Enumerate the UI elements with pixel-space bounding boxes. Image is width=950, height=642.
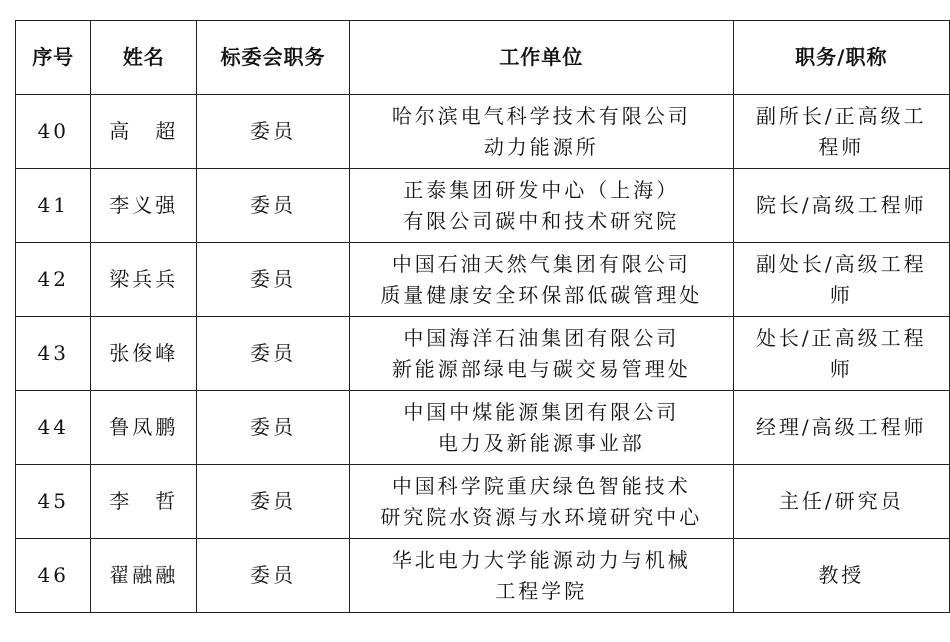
number-cell: 41 [16, 169, 91, 243]
number-cell: 45 [16, 465, 91, 539]
committee-role-cell: 委员 [197, 465, 350, 539]
workplace-cell-line: 哈尔滨电气科学技术有限公司 [391, 103, 691, 128]
title-cell [733, 169, 949, 243]
title-cell [733, 317, 949, 391]
workplace-cell [349, 317, 733, 391]
workplace-cell-line: 有限公司碳中和技术研究院 [403, 208, 680, 233]
committee-role-cell: 委员 [197, 317, 350, 391]
workplace-cell [349, 391, 733, 465]
number-cell: 42 [16, 243, 91, 317]
table-row [16, 243, 950, 317]
title-cell-line: 师 [829, 282, 853, 307]
workplace-cell-line: 质量健康安全环保部低碳管理处 [380, 282, 703, 307]
title-cell [733, 465, 949, 539]
name-cell: 李 哲 [91, 465, 197, 539]
header-title: 职务/职称 [733, 21, 949, 95]
number-cell: 40 [16, 95, 91, 169]
workplace-cell [349, 465, 733, 539]
table-row [16, 391, 950, 465]
workplace-cell-line: 动力能源所 [483, 134, 599, 159]
workplace-cell-line: 电力及新能源事业部 [437, 430, 645, 455]
header-workplace: 工作单位 [349, 21, 733, 95]
number-cell: 46 [16, 539, 91, 613]
title-cell-line: 副处长/高级工程 [755, 251, 927, 276]
title-cell-line: 教授 [818, 563, 865, 587]
title-cell-line: 副所长/正高级工 [755, 103, 927, 128]
name-cell: 鲁凤鹏 [91, 391, 197, 465]
title-cell [733, 243, 949, 317]
workplace-cell [349, 95, 733, 169]
title-cell [733, 95, 949, 169]
committee-role-cell: 委员 [197, 169, 350, 243]
workplace-cell-line: 中国中煤能源集团有限公司 [403, 399, 680, 424]
title-cell-line: 院长/高级工程师 [755, 193, 927, 217]
workplace-cell-line: 研究院水资源与水环境研究中心 [380, 504, 703, 529]
committee-role-cell: 委员 [197, 95, 350, 169]
workplace-cell-line: 正泰集团研发中心（上海） [403, 177, 680, 202]
title-cell [733, 391, 949, 465]
name-cell: 高 超 [91, 95, 197, 169]
workplace-cell [349, 243, 733, 317]
name-cell: 张俊峰 [91, 317, 197, 391]
name-cell: 李义强 [91, 169, 197, 243]
workplace-cell-line: 新能源部绿电与碳交易管理处 [391, 356, 691, 381]
title-cell [733, 539, 949, 613]
title-cell-line: 师 [829, 356, 853, 381]
number-cell: 43 [16, 317, 91, 391]
header-row [16, 21, 950, 95]
workplace-cell [349, 169, 733, 243]
header-committee-role: 标委会职务 [197, 21, 350, 95]
workplace-cell-line: 中国海洋石油集团有限公司 [403, 325, 680, 350]
committee-members-table [15, 20, 950, 613]
workplace-cell-line: 华北电力大学能源动力与机械 [391, 547, 691, 572]
title-cell-line: 经理/高级工程师 [755, 415, 927, 439]
table-row [16, 317, 950, 391]
title-cell-line: 程师 [818, 134, 865, 159]
table-row [16, 95, 950, 169]
workplace-cell [349, 539, 733, 613]
title-cell-line: 主任/研究员 [778, 489, 904, 513]
number-cell: 44 [16, 391, 91, 465]
workplace-cell-line: 中国科学院重庆绿色智能技术 [391, 473, 691, 498]
workplace-cell-line: 工程学院 [495, 578, 588, 603]
table-row [16, 465, 950, 539]
committee-role-cell: 委员 [197, 243, 350, 317]
header-number: 序号 [16, 21, 91, 95]
header-name: 姓名 [91, 21, 197, 95]
table-row [16, 169, 950, 243]
committee-role-cell: 委员 [197, 539, 350, 613]
committee-role-cell: 委员 [197, 391, 350, 465]
workplace-cell-line: 中国石油天然气集团有限公司 [391, 251, 691, 276]
name-cell: 梁兵兵 [91, 243, 197, 317]
title-cell-line: 处长/正高级工程 [755, 325, 927, 350]
table-row [16, 539, 950, 613]
name-cell: 翟融融 [91, 539, 197, 613]
